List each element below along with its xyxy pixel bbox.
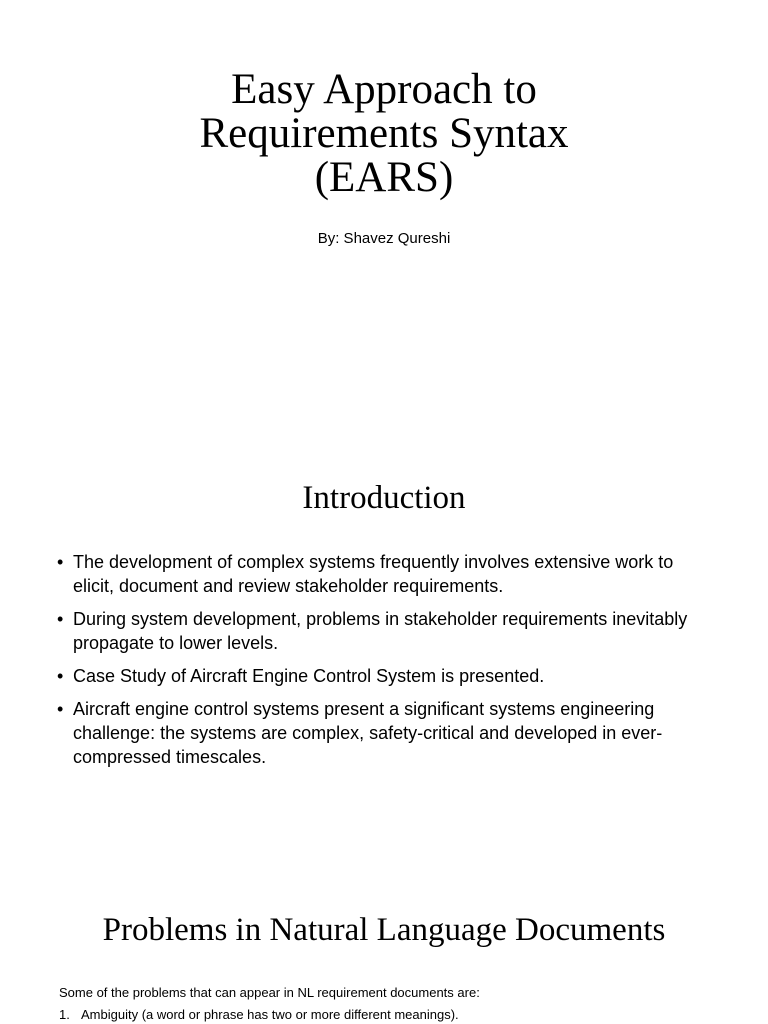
title-line-3: (EARS) — [314, 154, 454, 201]
title-line-1: Easy Approach to — [231, 66, 537, 113]
bullet-text: Case Study of Aircraft Engine Control System is presented. — [73, 666, 545, 686]
bullet-text: Aircraft engine control systems present a significant systems engineering challenge: the systems are complex, safety-critical and developed in ever-compressed timescales. — [73, 699, 663, 767]
bullet-glyph: • — [57, 666, 64, 686]
bullet-item — [57, 697, 707, 769]
bullet-text: During system development, problems in stakeholder requirements inevitably propagate to lower levels. — [73, 609, 688, 653]
bullet-glyph: • — [57, 699, 64, 719]
introduction-slide — [0, 432, 768, 832]
list-item — [59, 1007, 459, 1022]
author-subtitle: By: Shavez Qureshi — [317, 230, 451, 247]
introduction-bullet-list — [57, 550, 707, 778]
title-line-2: Requirements Syntax — [199, 110, 569, 157]
problems-numbered-list — [59, 1007, 459, 1022]
bullet-glyph: • — [57, 552, 64, 572]
bullet-text: The development of complex systems frequently involves extensive work to elicit, document and review stakeholder requirements. — [73, 552, 674, 596]
list-item-text: Ambiguity (a word or phrase has two or more different meanings). — [81, 1007, 459, 1022]
list-item-number: 1. — [59, 1007, 70, 1022]
problems-intro-text: Some of the problems that can appear in NL requirement documents are: — [59, 985, 480, 1000]
bullet-glyph: • — [57, 609, 64, 629]
bullet-item — [57, 550, 707, 598]
introduction-title: Introduction — [302, 480, 466, 516]
bullet-item — [57, 664, 707, 688]
problems-slide — [0, 860, 768, 1024]
problems-title: Problems in Natural Language Documents — [102, 912, 666, 948]
bullet-item — [57, 607, 707, 655]
title-slide — [0, 0, 768, 300]
presentation-title — [0, 68, 768, 200]
